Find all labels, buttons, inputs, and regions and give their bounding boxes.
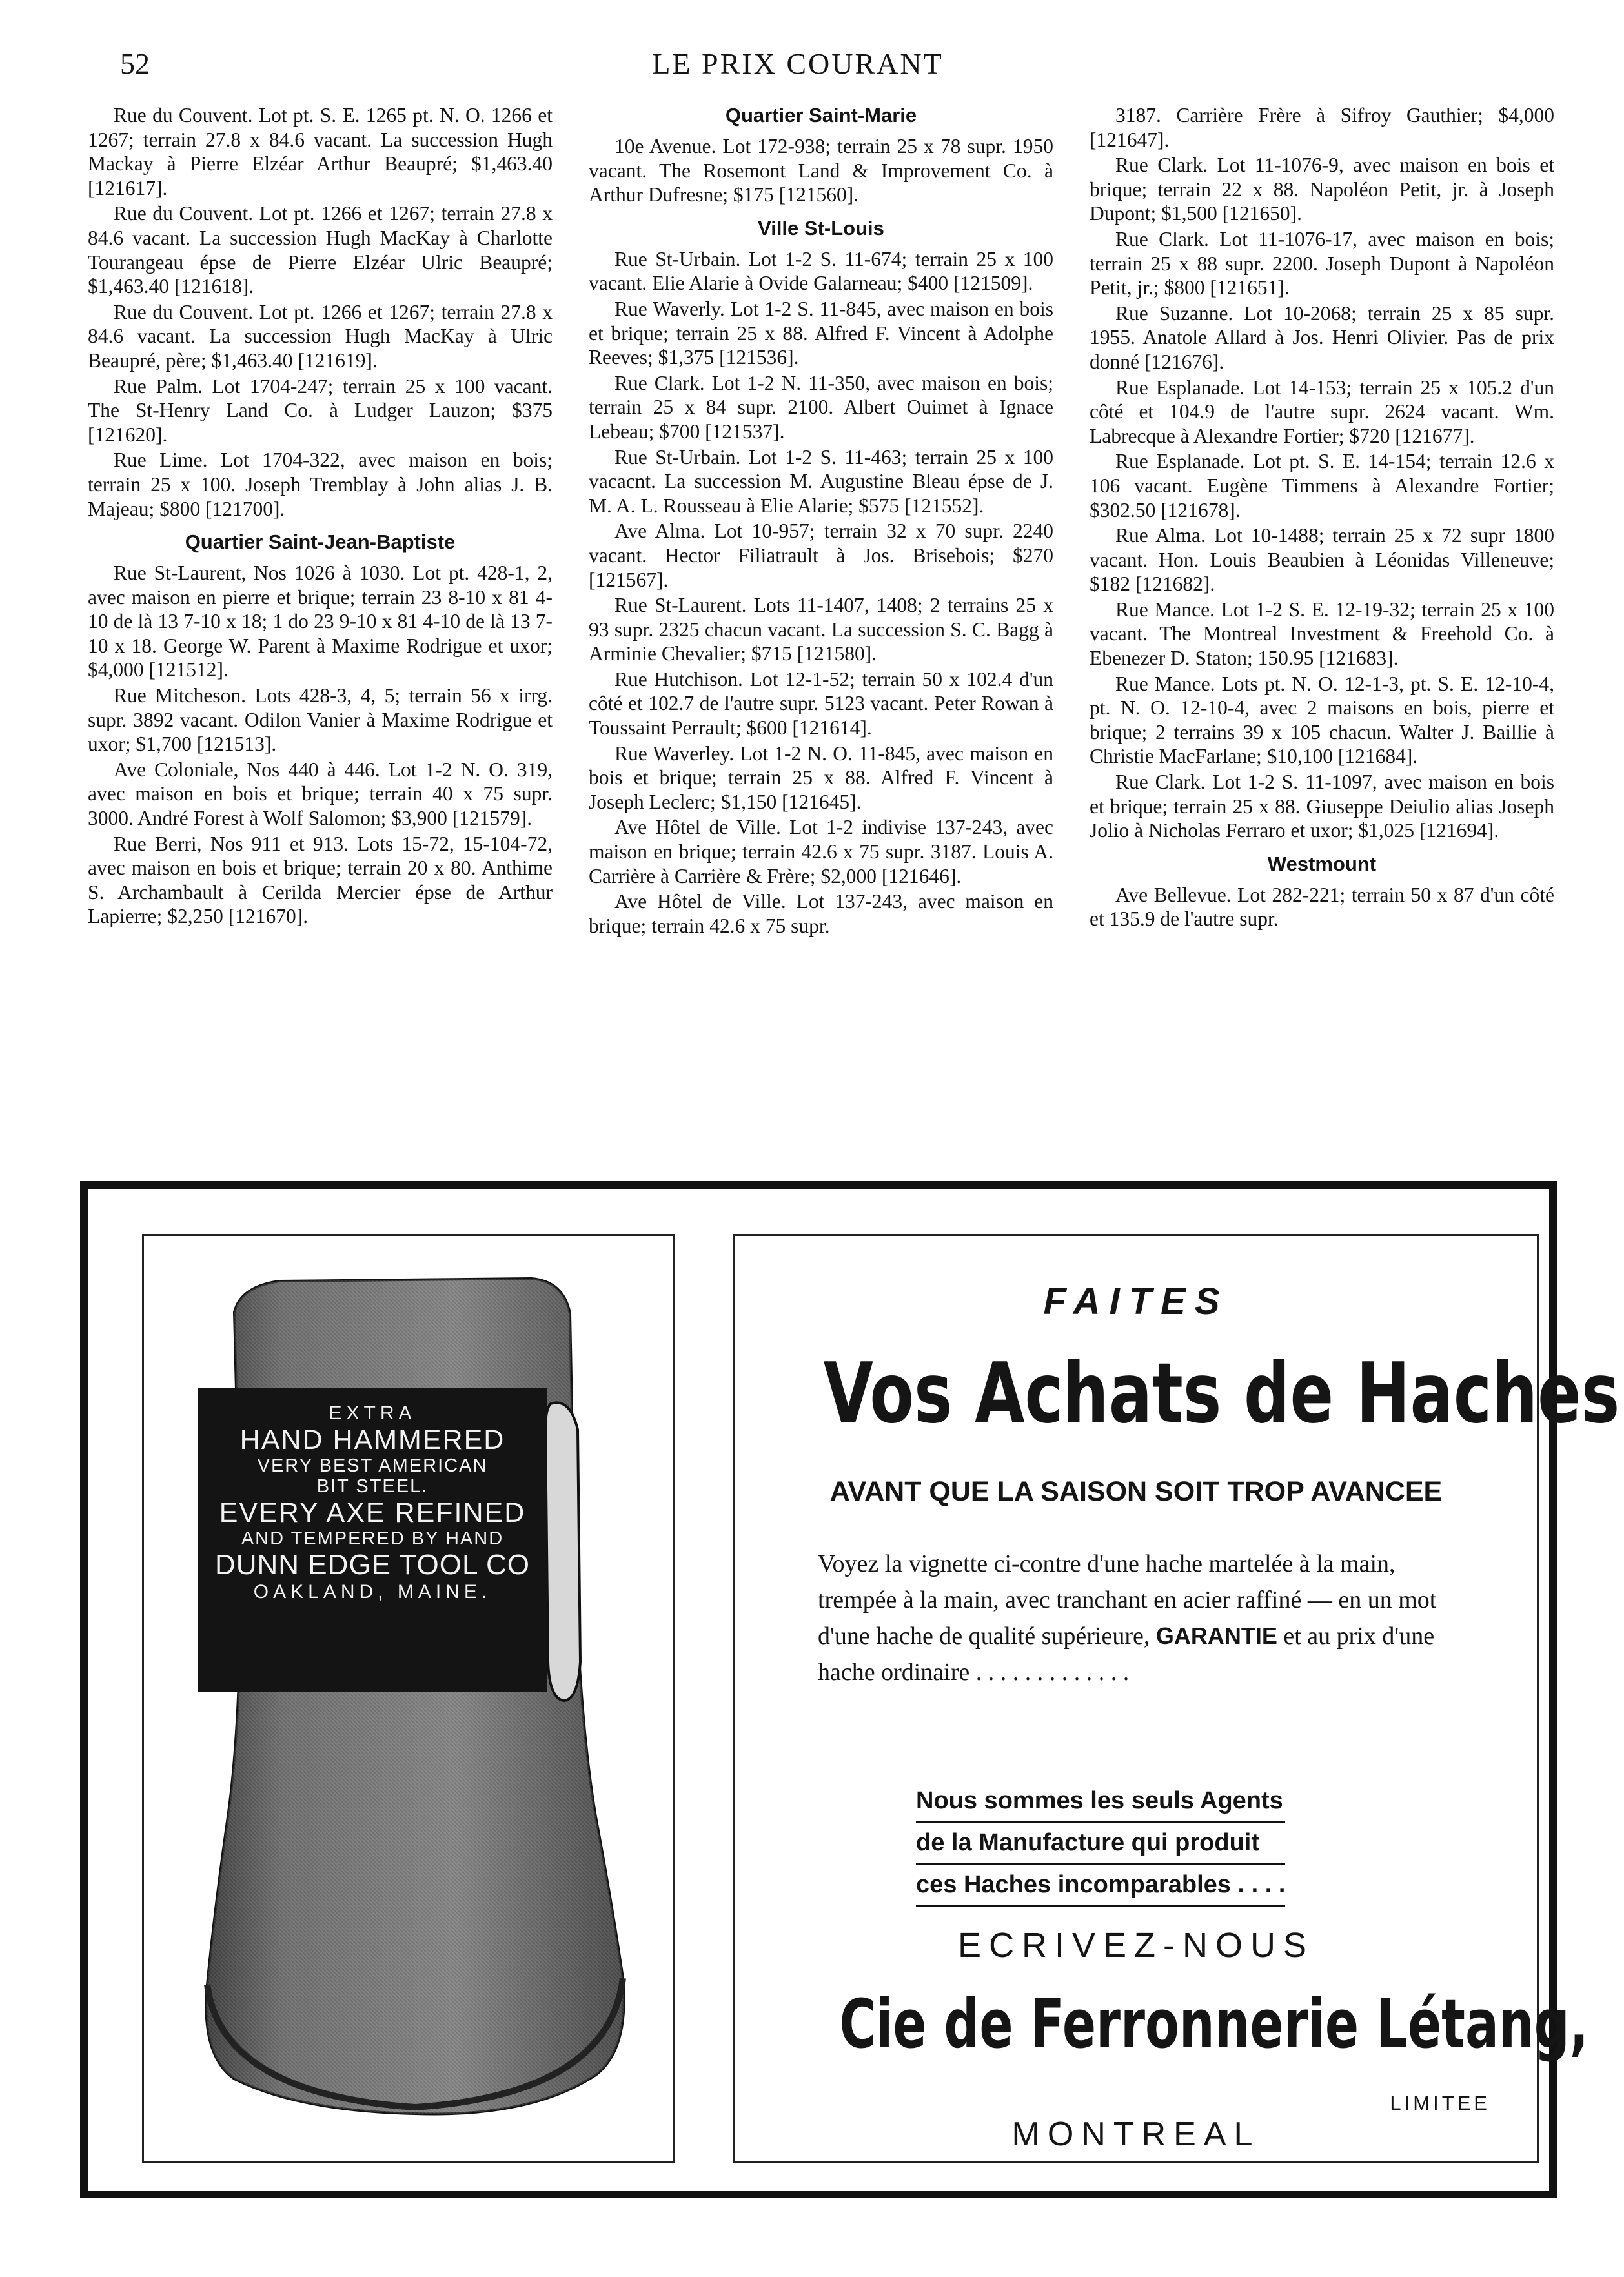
axe-eye-slot (545, 1402, 580, 1701)
property-transfer-entry: Rue Clark. Lot 11-1076-17, avec maison en bois; terrain 25 x 88 supr. 2200. Joseph Dupont à Napoléon Petit, jr.; $800 [121651]. (1090, 227, 1554, 299)
ad-call-to-action: ECRIVEZ-NOUS (957, 1926, 1315, 1965)
property-transfer-entry: Rue Mance. Lots pt. N. O. 12-1-3, pt. S. E. 12-10-4, pt. N. O. 12-10-4, avec 2 maisons en bois, pierre et brique; 2 terrains 39 x 105 chacun. Walter J. Baillie à Christie MacFarlane; $10,100 [121684]. (1090, 672, 1554, 768)
property-transfer-entry: Rue Esplanade. Lot 14-153; terrain 25 x 105.2 d'un côté et 104.9 de l'autre supr. 2624 vacant. Wm. Labrecque à Alexandre Fortier; $720 [121677]. (1090, 376, 1554, 447)
listing-column-left (88, 103, 553, 1149)
property-transfer-entry: Rue Berri, Nos 911 et 913. Lots 15-72, 15-104-72, avec maison en bois et brique; terrain 20 x 80. Anthime S. Archambault à Cerilda Mercier épse de Arthur Lapierre; $2,250 [121670]. (88, 832, 553, 928)
listing-column-right (1090, 103, 1554, 1149)
listing-column-middle (589, 103, 1053, 1149)
property-transfer-entry: Rue Mitcheson. Lots 428-3, 4, 5; terrain 56 x irrg. supr. 3892 vacant. Odilon Vanier à Maxime Rodrigue et uxor; $1,700 [121513]. (88, 684, 553, 756)
ad-company-name: Cie de Ferronnerie Létang, (839, 1985, 1588, 2063)
property-transfer-entry: Ave Bellevue. Lot 282-221; terrain 50 x 87 d'un côté et 135.9 de l'autre supr. (1090, 883, 1554, 931)
journal-title: LE PRIX COURANT (652, 47, 944, 80)
ad-company-limitee: LIMITEE (1390, 2092, 1490, 2114)
ad-kicker: FAITES (1043, 1280, 1229, 1322)
property-transfer-entry: Ave Coloniale, Nos 440 à 446. Lot 1-2 N. O. 319, avec maison en bois et brique; terrain 40 x 75 supr. 3000. André Forest à Wolf Salomon; $3,900 [121579]. (88, 758, 553, 830)
page-number: 52 (120, 47, 150, 80)
ad-body-text-lead: Voyez la vignette ci-contre d'une hache martelée à la main, trempée à la main, avec tranchant en acier raffiné — en un mot d'une hache de qualité supérieure, (818, 1550, 1437, 1650)
ad-headline: Vos Achats de Haches (823, 1346, 1620, 1442)
axe-head-illustration (144, 1236, 673, 2161)
property-transfer-entry: Rue du Couvent. Lot pt. S. E. 1265 pt. N. O. 1266 et 1267; terrain 27.8 x 84.6 vacant. La succession Hugh Mackay à Pierre Elzéar Arthur Beaupré; $1,463.40 [121617]. (88, 104, 553, 199)
stamp-line-hand-hammered: HAND HAMMERED (239, 1424, 505, 1455)
property-transfer-entry: Rue St-Urbain. Lot 1-2 S. 11-463; terrain 25 x 100 vacacnt. La succession M. Augustine Bleau épse de J. M. A. L. Rousseau à Elie Alarie; $575 [121552]. (589, 445, 1053, 517)
axe-illustration-panel (142, 1234, 675, 2163)
stamp-line-maker: DUNN EDGE TOOL CO (214, 1549, 531, 1581)
property-transfer-entry: Rue Waverly. Lot 1-2 S. 11-845, avec maison en bois et brique; terrain 25 x 88. Alfred F. Vincent à Adolphe Reeves; $1,375 [121536]. (589, 297, 1053, 369)
property-transfer-entry: Rue du Couvent. Lot pt. 1266 et 1267; terrain 27.8 x 84.6 vacant. La succession Hugh MacKay à Charlotte Tourangeau épse de Pierre Elzéar Ulric Beaupré; $1,463.40 [121618]. (88, 202, 553, 298)
ad-subhead: AVANT QUE LA SAISON SOIT TROP AVANCEE (829, 1476, 1443, 1507)
property-transfer-entry: Rue St-Laurent. Lots 11-1407, 1408; 2 terrains 25 x 93 supr. 2325 chacun vacant. La succession S. C. Bagg à Arminie Chevalier; $715 [121580]. (589, 594, 1053, 665)
stamp-line-bit-steel: BIT STEEL. (316, 1476, 429, 1497)
property-transfer-entry: Rue Suzanne. Lot 10-2068; terrain 25 x 85 supr. 1955. Anatole Allard à Jos. Henri Olivier. Pas de prix donné [121676]. (1090, 301, 1554, 373)
ad-body-text-tail: et au prix d'une hache ordinaire . . . . . . . . . . . . . (818, 1623, 1435, 1686)
stamp-line-tempered: AND TEMPERED BY HAND (241, 1528, 504, 1549)
property-transfer-entry: Rue Clark. Lot 1-2 S. 11-1097, avec maison en bois et brique; terrain 25 x 88. Giuseppe Deiulio alias Joseph Jolio à Nicholas Ferraro et uxor; $1,025 [121694]. (1090, 771, 1554, 842)
property-transfer-entry: Ave Alma. Lot 10-957; terrain 32 x 70 supr. 2240 vacant. Hector Filiatrault à Jos. Brisebois; $270 [121567]. (589, 520, 1053, 591)
district-heading: Ville St-Louis (758, 216, 884, 239)
ad-guarantee-word: GARANTIE (1155, 1623, 1277, 1649)
property-transfer-entry: Rue Clark. Lot 1-2 N. 11-350, avec maison en bois; terrain 25 x 84 supr. 2100. Albert Ouimet à Ignace Lebeau; $700 [121537]. (589, 371, 1053, 443)
property-transfer-entry: Ave Hôtel de Ville. Lot 1-2 indivise 137-243, avec maison en brique; terrain 42.6 x 75 supr. 3187. Louis A. Carrière à Carrière & Frère; $2,000 [121646]. (589, 816, 1053, 887)
stamp-line-best-american: VERY BEST AMERICAN (257, 1455, 488, 1476)
stamp-line-location: OAKLAND, MAINE. (253, 1581, 492, 1603)
stamp-line-extra: EXTRA (329, 1402, 416, 1424)
property-transfer-entry: Rue St-Laurent, Nos 1026 à 1030. Lot pt. 428-1, 2, avec maison en pierre et brique; terrain 23 8-10 x 81 4-10 de là 13 7-10 x 18; 1 do 23 9-10 x 81 4-10 de là 13 7-10 x 18. George W. Parent à Maxime Rodrigue et uxor; $4,000 [121512]. (88, 562, 553, 682)
property-transfer-entry: Rue Mance. Lot 1-2 S. E. 12-19-32; terrain 25 x 100 vacant. The Montreal Investment & Freehold Co. à Ebenezer D. Staton; 150.95 [121683]. (1090, 598, 1554, 670)
property-transfer-entry: 10e Avenue. Lot 172-938; terrain 25 x 78 supr. 1950 vacant. The Rosemont Land & Improvement Co. à Arthur Dufresne; $175 [121560]. (589, 135, 1053, 207)
property-transfer-entry: Rue Clark. Lot 11-1076-9, avec maison en bois et brique; terrain 22 x 88. Napoléon Petit, jr. à Joseph Dupont; $1,500 [121650]. (1090, 154, 1554, 225)
district-heading: Westmount (1267, 852, 1377, 875)
ad-agents-line: de la Manufacture qui produit (916, 1823, 1285, 1865)
property-transfer-entry: Rue Lime. Lot 1704-322, avec maison en bois; terrain 25 x 100. Joseph Tremblay à John alias J. B. Majeau; $800 [121700]. (88, 449, 553, 520)
ad-agents-line: Nous sommes les seuls Agents (916, 1781, 1285, 1823)
property-transfer-entry: Rue Esplanade. Lot pt. S. E. 14-154; terrain 12.6 x 106 vacant. Eugène Timmens à Alexandre Fortier; $302.50 [121678]. (1090, 450, 1554, 521)
ad-company-city: MONTREAL (1011, 2116, 1261, 2153)
ad-body-text (818, 1546, 1463, 1690)
property-transfer-entry: Rue Palm. Lot 1704-247; terrain 25 x 100 vacant. The St-Henry Land Co. à Ludger Lauzon; $375 [121620]. (88, 374, 553, 446)
property-transfer-entry: Rue du Couvent. Lot pt. 1266 et 1267; terrain 27.8 x 84.6 vacant. La succession Hugh MacKay à Ulric Beaupré, père; $1,463.40 [121619]. (88, 300, 553, 372)
ad-sole-agents-notice (916, 1781, 1285, 1907)
property-transfer-entry: 3187. Carrière Frère à Sifroy Gauthier; $4,000 [121647]. (1090, 104, 1554, 151)
page-header (120, 46, 1476, 92)
ad-agents-line: ces Haches incomparables . . . . (916, 1865, 1285, 1907)
property-transfer-entry: Rue St-Urbain. Lot 1-2 S. 11-674; terrain 25 x 100 vacant. Elie Alarie à Ovide Galarneau; $400 [121509]. (589, 247, 1053, 295)
stamp-line-axe-refined: EVERY AXE REFINED (219, 1497, 526, 1528)
property-transfer-entry: Ave Hôtel de Ville. Lot 137-243, avec maison en brique; terrain 42.6 x 75 supr. (589, 890, 1053, 937)
property-transfer-entry: Rue Waverley. Lot 1-2 N. O. 11-845, avec maison en bois et brique; terrain 25 x 88. Alfred F. Vincent à Joseph Leclerc; $1,150 [121645]. (589, 742, 1053, 813)
property-transfer-entry: Rue Hutchison. Lot 12-1-52; terrain 50 x 102.4 d'un côté et 102.7 de l'autre supr. 5123 vacant. Peter Rowan à Toussaint Perrault; $600 [121614]. (589, 667, 1053, 740)
district-heading: Quartier Saint-Marie (725, 104, 917, 126)
axe-maker-stamp (198, 1388, 547, 1692)
district-heading: Quartier Saint-Jean-Baptiste (185, 531, 456, 554)
property-transfer-entry: Rue Alma. Lot 10-1488; terrain 25 x 72 supr 1800 vacant. Hon. Louis Beaubien à Léonidas Villeneuve; $182 [121682]. (1090, 524, 1554, 596)
advertisement-frame (80, 1181, 1620, 2198)
advertisement-text-panel (733, 1234, 1620, 2163)
